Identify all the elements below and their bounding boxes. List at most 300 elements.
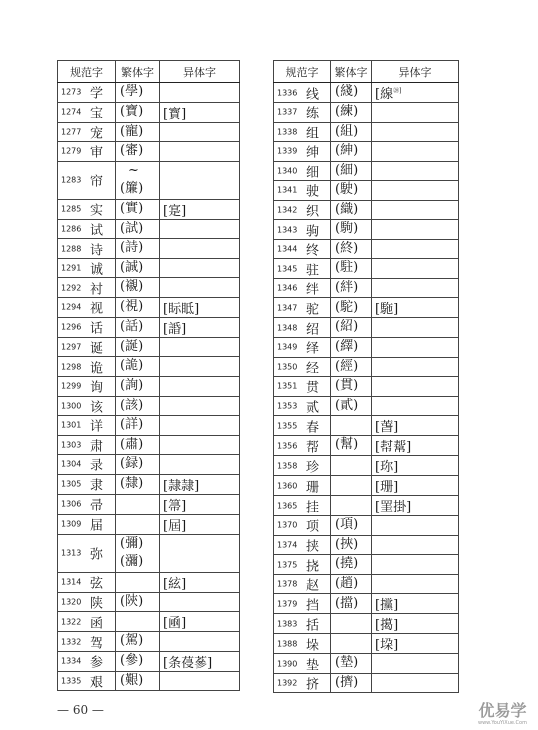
watermark-text: 优易学: [478, 701, 527, 720]
variant-cell: [372, 318, 459, 338]
entry-number: 1337: [277, 107, 298, 117]
traditional-char: [335, 416, 371, 435]
table-row: [58, 199, 240, 219]
variant-cell: [372, 516, 459, 536]
character-table-left: [57, 60, 240, 691]
simplified-char: 话: [90, 321, 104, 337]
traditional-char: (練): [335, 104, 359, 119]
traditional-cell: [331, 83, 372, 103]
header-simplified: 规范字: [274, 61, 331, 83]
variant-cell: [372, 200, 459, 220]
simplified-cell: [274, 298, 331, 318]
variant-chars: [萅]: [375, 420, 399, 436]
simplified-cell: [58, 83, 116, 103]
variant-chars: [隷隷]: [163, 478, 200, 494]
header-traditional: 繁体字: [331, 61, 372, 83]
simplified-cell: [274, 594, 331, 614]
simplified-cell: [58, 612, 116, 632]
variant-cell: [372, 396, 459, 416]
traditional-char: [335, 635, 371, 654]
traditional-cell: [331, 357, 372, 377]
simplified-char: 挠: [306, 559, 320, 575]
simplified-cell: [274, 161, 331, 181]
simplified-cell: [58, 258, 116, 278]
variant-cell: [372, 673, 459, 693]
table-row: [274, 396, 459, 416]
table-row: [274, 318, 459, 338]
simplified-cell: [58, 474, 116, 494]
simplified-cell: [58, 142, 116, 162]
simplified-cell: [274, 416, 331, 436]
variant-cell: [160, 161, 240, 199]
simplified-cell: [274, 357, 331, 377]
simplified-char: 珊: [306, 480, 320, 496]
traditional-cell: [116, 377, 160, 397]
table-row: [58, 632, 240, 652]
simplified-cell: [58, 435, 116, 455]
variant-cell: [160, 278, 240, 298]
variant-cell: [160, 219, 240, 239]
table-header-row: [58, 61, 240, 83]
simplified-cell: [274, 142, 331, 162]
simplified-cell: [58, 357, 116, 377]
variant-cell: [372, 83, 459, 103]
table-row: [274, 654, 459, 674]
entry-number: 1340: [277, 166, 298, 176]
header-variant: 异体字: [160, 61, 240, 83]
traditional-char: (終): [335, 240, 359, 256]
traditional-char: (學): [120, 84, 144, 99]
entry-number: 1356: [277, 441, 298, 451]
simplified-char: 帘: [90, 174, 104, 190]
variant-cell: [372, 476, 459, 496]
table-header-row: [274, 61, 459, 83]
traditional-char: (誕): [120, 338, 144, 354]
traditional-cell: [116, 219, 160, 239]
simplified-char: 询: [90, 380, 104, 396]
traditional-cell: [116, 435, 160, 455]
variant-cell: [372, 634, 459, 654]
traditional-cell: [331, 476, 372, 496]
traditional-cell: [331, 456, 372, 476]
traditional-cell: [331, 338, 372, 358]
variant-chars: [眎眡]: [163, 301, 200, 317]
traditional-char: (陝): [120, 593, 144, 609]
variant-cell: [160, 671, 240, 691]
entry-number: 1285: [61, 204, 82, 214]
simplified-cell: [58, 416, 116, 436]
variant-cell: [372, 161, 459, 181]
variant-chars: [屆]: [163, 518, 187, 534]
traditional-cell: [331, 436, 372, 456]
simplified-char: 绎: [306, 341, 320, 357]
simplified-cell: [58, 534, 116, 572]
simplified-char: 帮: [306, 440, 320, 456]
traditional-char: (貳): [335, 397, 359, 413]
simplified-char: 函: [90, 616, 104, 632]
simplified-cell: [58, 592, 116, 612]
traditional-char: (經): [335, 358, 359, 374]
entry-number: 1349: [277, 342, 298, 352]
simplified-cell: [274, 103, 331, 123]
simplified-char: 审: [90, 145, 104, 161]
traditional-char: [335, 476, 371, 495]
simplified-char: 驼: [306, 302, 320, 318]
simplified-char: 诚: [90, 262, 104, 278]
variant-chars: [箒]: [163, 498, 187, 514]
table-row: [274, 142, 459, 162]
simplified-cell: [274, 496, 331, 516]
entry-number: 1286: [61, 224, 82, 234]
entry-number: 1375: [277, 560, 298, 570]
simplified-char: 项: [306, 519, 320, 535]
table-row: [274, 298, 459, 318]
header-variant: 异体字: [372, 61, 459, 83]
simplified-char: 珍: [306, 460, 320, 476]
entry-number: 1283: [61, 175, 82, 185]
simplified-char: 学: [90, 86, 104, 102]
traditional-char: (絆): [335, 279, 359, 295]
traditional-char: (參): [120, 653, 144, 669]
table-row: [58, 278, 240, 298]
variant-cell: [372, 239, 459, 259]
simplified-cell: [274, 396, 331, 416]
traditional-cell: [331, 555, 372, 575]
simplified-char: 肃: [90, 439, 104, 455]
entry-number: 1355: [277, 421, 298, 431]
traditional-cell: [116, 632, 160, 652]
traditional-cell: [116, 337, 160, 357]
variant-cell: [160, 474, 240, 494]
entry-number: 1335: [61, 676, 82, 686]
traditional-char: ~: [128, 162, 139, 178]
simplified-cell: [274, 181, 331, 201]
variant-cell: [160, 572, 240, 592]
entry-number: 1291: [61, 263, 82, 273]
table-row: [58, 297, 240, 317]
simplified-char: 陕: [90, 596, 104, 612]
variant-cell: [372, 436, 459, 456]
traditional-char: (駐): [335, 260, 359, 276]
simplified-cell: [58, 337, 116, 357]
entry-number: 1358: [277, 461, 298, 471]
entry-number: 1314: [61, 577, 82, 587]
traditional-cell: [331, 535, 372, 555]
entry-number: 1338: [277, 127, 298, 137]
variant-cell: [372, 259, 459, 279]
variant-chars: [珊]: [375, 480, 399, 496]
traditional-cell: [116, 671, 160, 691]
simplified-cell: [58, 396, 116, 416]
entry-number: 1388: [277, 639, 298, 649]
simplified-cell: [274, 239, 331, 259]
simplified-cell: [58, 494, 116, 514]
variant-cell: [160, 122, 240, 142]
variant-cell: [160, 514, 240, 534]
traditional-cell: [116, 474, 160, 494]
traditional-cell: [116, 455, 160, 475]
entry-number: 1351: [277, 381, 298, 391]
traditional-cell: [331, 220, 372, 240]
simplified-cell: [274, 535, 331, 555]
traditional-char: (詢): [120, 378, 144, 394]
simplified-char: 垛: [306, 638, 320, 654]
simplified-char: 弥: [90, 547, 104, 563]
simplified-char: 组: [306, 126, 320, 142]
simplified-cell: [274, 200, 331, 220]
entry-number: 1378: [277, 579, 298, 589]
table-row: [274, 357, 459, 377]
simplified-char: 详: [90, 419, 104, 435]
simplified-char: 试: [90, 223, 104, 239]
table-row: [274, 516, 459, 536]
traditional-char: [120, 573, 159, 592]
traditional-cell: [116, 258, 160, 278]
entry-number: 1301: [61, 420, 82, 430]
traditional-char: (該): [120, 397, 144, 413]
watermark-url: www.YouYiXue.Com: [478, 720, 527, 726]
table-row: [274, 574, 459, 594]
simplified-cell: [274, 377, 331, 397]
simplified-cell: [58, 632, 116, 652]
table-row: [58, 534, 240, 572]
traditional-cell: [116, 142, 160, 162]
variant-cell: [160, 592, 240, 612]
simplified-char: 实: [90, 203, 104, 219]
variant-cell: [160, 317, 240, 337]
entry-number: 1370: [277, 520, 298, 530]
simplified-cell: [58, 377, 116, 397]
simplified-cell: [274, 456, 331, 476]
traditional-char: [120, 613, 159, 632]
variant-cell: [372, 357, 459, 377]
traditional-char: [335, 496, 371, 515]
table-row: [274, 200, 459, 220]
traditional-char: (細): [335, 162, 359, 178]
table-row: [58, 337, 240, 357]
variant-cell: [160, 651, 240, 671]
simplified-cell: [58, 514, 116, 534]
entry-number: 1374: [277, 540, 298, 550]
table-row: [274, 436, 459, 456]
entry-number: 1292: [61, 283, 82, 293]
traditional-char: (簾): [120, 181, 144, 197]
simplified-cell: [58, 199, 116, 219]
traditional-cell: [116, 297, 160, 317]
simplified-char: 届: [90, 518, 104, 534]
variant-chars: [珎]: [375, 460, 399, 476]
simplified-char: 细: [306, 165, 320, 181]
traditional-char: (隸): [120, 475, 144, 491]
traditional-cell: [116, 592, 160, 612]
traditional-cell: [331, 614, 372, 634]
traditional-char: [335, 615, 371, 634]
traditional-char: (織): [335, 201, 359, 217]
variant-cell: [160, 534, 240, 572]
simplified-char: 贯: [306, 380, 320, 396]
traditional-cell: [331, 259, 372, 279]
table-row: [58, 258, 240, 278]
variant-cell: [160, 297, 240, 317]
entry-number: 1379: [277, 599, 298, 609]
traditional-char: (挾): [335, 536, 359, 552]
variant-cell: [160, 239, 240, 259]
simplified-cell: [274, 555, 331, 575]
simplified-char: 驹: [306, 224, 320, 240]
character-table-right: [273, 60, 459, 693]
traditional-char: (項): [335, 517, 359, 533]
table-row: [274, 555, 459, 575]
entry-number: 1306: [61, 499, 82, 509]
traditional-cell: [116, 494, 160, 514]
traditional-cell: [116, 534, 160, 572]
table-row: [274, 122, 459, 142]
traditional-cell: [331, 574, 372, 594]
entry-number: 1347: [277, 303, 298, 313]
traditional-cell: [331, 396, 372, 416]
entry-number: 1365: [277, 501, 298, 511]
table-row: [58, 161, 240, 199]
simplified-char: 宠: [90, 126, 104, 142]
traditional-cell: [331, 416, 372, 436]
table-row: [58, 219, 240, 239]
variant-cell: [372, 654, 459, 674]
traditional-cell: [116, 612, 160, 632]
entry-number: 1274: [61, 107, 82, 117]
entry-number: 1353: [277, 401, 298, 411]
traditional-cell: [116, 199, 160, 219]
table-row: [58, 102, 240, 122]
variant-cell: [372, 377, 459, 397]
variant-chars: [擖]: [375, 618, 399, 634]
simplified-cell: [274, 516, 331, 536]
simplified-char: 诞: [90, 341, 104, 357]
variant-cell: [372, 103, 459, 123]
variant-cell: [372, 338, 459, 358]
table-row: [274, 161, 459, 181]
entry-number: 1277: [61, 127, 82, 137]
header-traditional: 繁体字: [116, 61, 160, 83]
traditional-char: (墊): [335, 655, 359, 671]
table-row: [274, 594, 459, 614]
simplified-cell: [274, 436, 331, 456]
traditional-char: (組): [335, 123, 359, 139]
simplified-cell: [58, 297, 116, 317]
simplified-cell: [274, 220, 331, 240]
table-row: [274, 181, 459, 201]
table-row: [58, 239, 240, 259]
entry-number: 1298: [61, 362, 82, 372]
traditional-char: [335, 456, 371, 475]
entry-number: 1334: [61, 656, 82, 666]
traditional-char: (瀰): [120, 554, 144, 570]
traditional-char: (駕): [120, 633, 144, 649]
simplified-char: 织: [306, 204, 320, 220]
footnote-mark: ⑳]: [393, 87, 402, 95]
simplified-char: 该: [90, 400, 104, 416]
simplified-char: 弦: [90, 576, 104, 592]
simplified-cell: [58, 317, 116, 337]
simplified-cell: [274, 122, 331, 142]
traditional-char: (艱): [120, 672, 144, 688]
table-row: [58, 651, 240, 671]
table-row: [58, 494, 240, 514]
simplified-char: 衬: [90, 282, 104, 298]
simplified-char: 诡: [90, 361, 104, 377]
simplified-char: 贰: [306, 400, 320, 416]
traditional-cell: [331, 516, 372, 536]
traditional-char: (詭): [120, 358, 144, 374]
traditional-cell: [331, 239, 372, 259]
table-row: [58, 671, 240, 691]
simplified-cell: [274, 278, 331, 298]
table-row: [274, 535, 459, 555]
traditional-cell: [116, 317, 160, 337]
traditional-char: (繹): [335, 339, 359, 355]
traditional-cell: [331, 161, 372, 181]
variant-chars: [罣掛]: [375, 500, 412, 516]
traditional-char: (審): [120, 143, 144, 159]
traditional-cell: [331, 103, 372, 123]
table-body-left: [58, 83, 240, 691]
variant-cell: [160, 357, 240, 377]
simplified-cell: [58, 671, 116, 691]
traditional-cell: [331, 377, 372, 397]
entry-number: 1309: [61, 519, 82, 529]
traditional-cell: [331, 181, 372, 201]
table-row: [274, 259, 459, 279]
entry-number: 1348: [277, 323, 298, 333]
simplified-char: 宝: [90, 106, 104, 122]
traditional-char: (擠): [335, 674, 359, 690]
traditional-char: (寵): [120, 123, 144, 139]
variant-cell: [372, 142, 459, 162]
variant-cell: [160, 435, 240, 455]
simplified-char: 挡: [306, 598, 320, 614]
entry-number: 1273: [61, 87, 82, 97]
traditional-char: (綫): [335, 84, 359, 100]
entry-number: 1383: [277, 619, 298, 629]
simplified-cell: [274, 634, 331, 654]
entry-number: 1299: [61, 381, 82, 391]
simplified-char: 驻: [306, 263, 320, 279]
entry-number: 1305: [61, 479, 82, 489]
simplified-cell: [58, 122, 116, 142]
variant-chars: [攩]: [375, 598, 399, 614]
traditional-char: (彌): [120, 535, 144, 551]
simplified-char: 录: [90, 458, 104, 474]
simplified-char: 赵: [306, 578, 320, 594]
table-row: [58, 514, 240, 534]
variant-cell: [372, 594, 459, 614]
traditional-char: (詳): [120, 417, 144, 433]
variant-cell: [160, 199, 240, 219]
traditional-cell: [116, 416, 160, 436]
table-row: [274, 377, 459, 397]
simplified-cell: [274, 318, 331, 338]
variant-chars: [垜]: [375, 638, 399, 654]
traditional-char: (駛): [335, 182, 359, 198]
simplified-char: 绍: [306, 322, 320, 338]
variant-cell: [372, 535, 459, 555]
traditional-char: (紹): [335, 319, 359, 335]
simplified-cell: [274, 614, 331, 634]
entry-number: 1341: [277, 185, 298, 195]
simplified-char: 经: [306, 361, 320, 377]
entry-number: 1313: [61, 548, 82, 558]
simplified-cell: [58, 219, 116, 239]
table-row: [274, 239, 459, 259]
